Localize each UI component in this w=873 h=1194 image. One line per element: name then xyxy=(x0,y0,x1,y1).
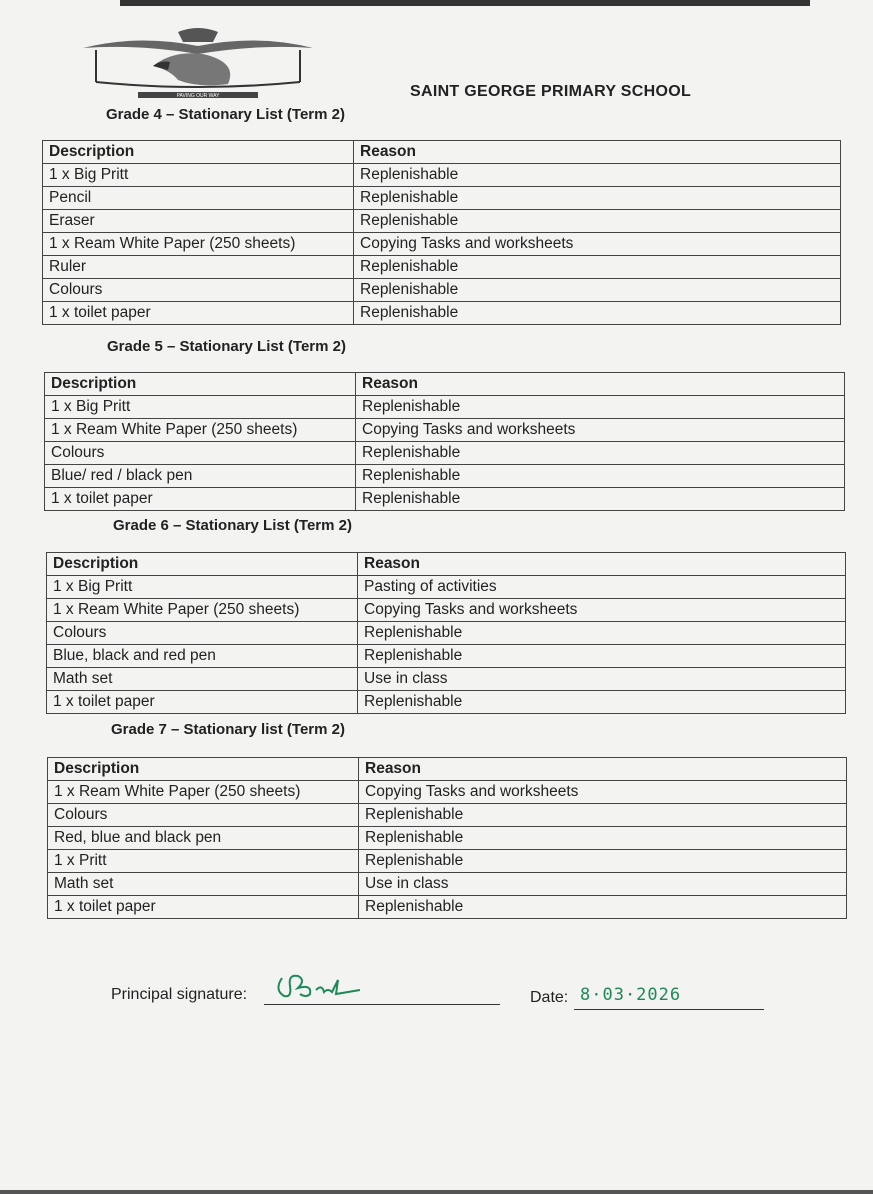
table-row xyxy=(48,827,847,850)
item-reason: Copying Tasks and worksheets xyxy=(359,781,847,804)
item-description: 1 x toilet paper xyxy=(45,488,356,511)
item-description: 1 x toilet paper xyxy=(48,896,359,919)
principal-signature xyxy=(272,970,362,1004)
school-name: SAINT GEORGE PRIMARY SCHOOL xyxy=(410,83,692,100)
item-description: 1 x Ream White Paper (250 sheets) xyxy=(48,781,359,804)
item-description: Colours xyxy=(48,804,359,827)
table-row xyxy=(47,599,846,622)
stationery-table-1 xyxy=(44,372,845,511)
header-reason: Reason xyxy=(359,758,847,781)
table-header-row xyxy=(47,553,846,576)
signature-line xyxy=(264,1004,500,1005)
item-description: Red, blue and black pen xyxy=(48,827,359,850)
date-label: Date: xyxy=(530,989,569,1006)
item-description: 1 x Ream White Paper (250 sheets) xyxy=(45,419,356,442)
item-description: Ruler xyxy=(43,256,354,279)
school-logo xyxy=(78,26,318,106)
item-description: 1 x Big Pritt xyxy=(45,396,356,419)
item-reason: Replenishable xyxy=(359,850,847,873)
header-description: Description xyxy=(47,553,358,576)
table-row xyxy=(47,668,846,691)
item-description: Math set xyxy=(48,873,359,896)
item-description: 1 x toilet paper xyxy=(47,691,358,714)
item-description: Colours xyxy=(47,622,358,645)
table-row xyxy=(43,279,841,302)
item-reason: Use in class xyxy=(358,668,846,691)
item-reason: Replenishable xyxy=(354,187,841,210)
item-description: 1 x Pritt xyxy=(48,850,359,873)
table-row xyxy=(48,896,847,919)
item-description: Blue/ red / black pen xyxy=(45,465,356,488)
table-header-row xyxy=(43,141,841,164)
header-description: Description xyxy=(45,373,356,396)
signature-label: Principal signature: xyxy=(111,986,248,1003)
item-reason: Replenishable xyxy=(356,396,845,419)
item-reason: Replenishable xyxy=(356,488,845,511)
stationery-table-2 xyxy=(46,552,846,714)
header-reason: Reason xyxy=(358,553,846,576)
table-row xyxy=(43,164,841,187)
item-description: Eraser xyxy=(43,210,354,233)
table-row xyxy=(47,645,846,668)
item-reason: Replenishable xyxy=(359,804,847,827)
item-reason: Replenishable xyxy=(354,279,841,302)
item-reason: Use in class xyxy=(359,873,847,896)
table-row xyxy=(47,576,846,599)
table-row xyxy=(48,781,847,804)
item-reason: Copying Tasks and worksheets xyxy=(354,233,841,256)
header-description: Description xyxy=(48,758,359,781)
item-reason: Replenishable xyxy=(354,210,841,233)
stationery-table-0 xyxy=(42,140,841,325)
item-reason: Pasting of activities xyxy=(358,576,846,599)
item-reason: Replenishable xyxy=(354,302,841,325)
table-row xyxy=(43,256,841,279)
table-row xyxy=(45,396,845,419)
header-description: Description xyxy=(43,141,354,164)
header-reason: Reason xyxy=(354,141,841,164)
item-reason: Replenishable xyxy=(359,896,847,919)
item-reason: Replenishable xyxy=(354,164,841,187)
item-description: 1 x Ream White Paper (250 sheets) xyxy=(43,233,354,256)
logo-motto: PAVING OUR WAY xyxy=(176,93,220,99)
item-description: 1 x toilet paper xyxy=(43,302,354,325)
table-row xyxy=(48,804,847,827)
item-description: 1 x Big Pritt xyxy=(43,164,354,187)
list-title: Grade 5 – Stationary List (Term 2) xyxy=(107,338,346,355)
list-title: Grade 7 – Stationary list (Term 2) xyxy=(111,721,345,738)
table-header-row xyxy=(48,758,847,781)
item-reason: Replenishable xyxy=(356,442,845,465)
item-description: Colours xyxy=(43,279,354,302)
table-row xyxy=(43,302,841,325)
item-reason: Copying Tasks and worksheets xyxy=(356,419,845,442)
list-title: Grade 4 – Stationary List (Term 2) xyxy=(106,106,345,123)
table-header-row xyxy=(45,373,845,396)
item-reason: Replenishable xyxy=(359,827,847,850)
table-row xyxy=(43,210,841,233)
item-reason: Replenishable xyxy=(354,256,841,279)
item-description: 1 x Ream White Paper (250 sheets) xyxy=(47,599,358,622)
date-line xyxy=(574,1009,764,1010)
item-description: Math set xyxy=(47,668,358,691)
table-row xyxy=(45,465,845,488)
header-reason: Reason xyxy=(356,373,845,396)
item-description: Colours xyxy=(45,442,356,465)
table-row xyxy=(47,622,846,645)
item-reason: Replenishable xyxy=(358,691,846,714)
item-reason: Copying Tasks and worksheets xyxy=(358,599,846,622)
table-row xyxy=(45,419,845,442)
item-description: Pencil xyxy=(43,187,354,210)
date-value: 8·03·2026 xyxy=(580,985,682,1005)
table-row xyxy=(45,488,845,511)
photo-edge xyxy=(120,0,810,6)
item-reason: Replenishable xyxy=(356,465,845,488)
table-row xyxy=(47,691,846,714)
table-row xyxy=(43,187,841,210)
item-description: 1 x Big Pritt xyxy=(47,576,358,599)
item-reason: Replenishable xyxy=(358,645,846,668)
table-row xyxy=(43,233,841,256)
table-row xyxy=(45,442,845,465)
stationery-table-3 xyxy=(47,757,847,919)
table-row xyxy=(48,873,847,896)
photo-edge-bottom xyxy=(0,1190,873,1194)
item-reason: Replenishable xyxy=(358,622,846,645)
item-description: Blue, black and red pen xyxy=(47,645,358,668)
list-title: Grade 6 – Stationary List (Term 2) xyxy=(113,517,352,534)
table-row xyxy=(48,850,847,873)
